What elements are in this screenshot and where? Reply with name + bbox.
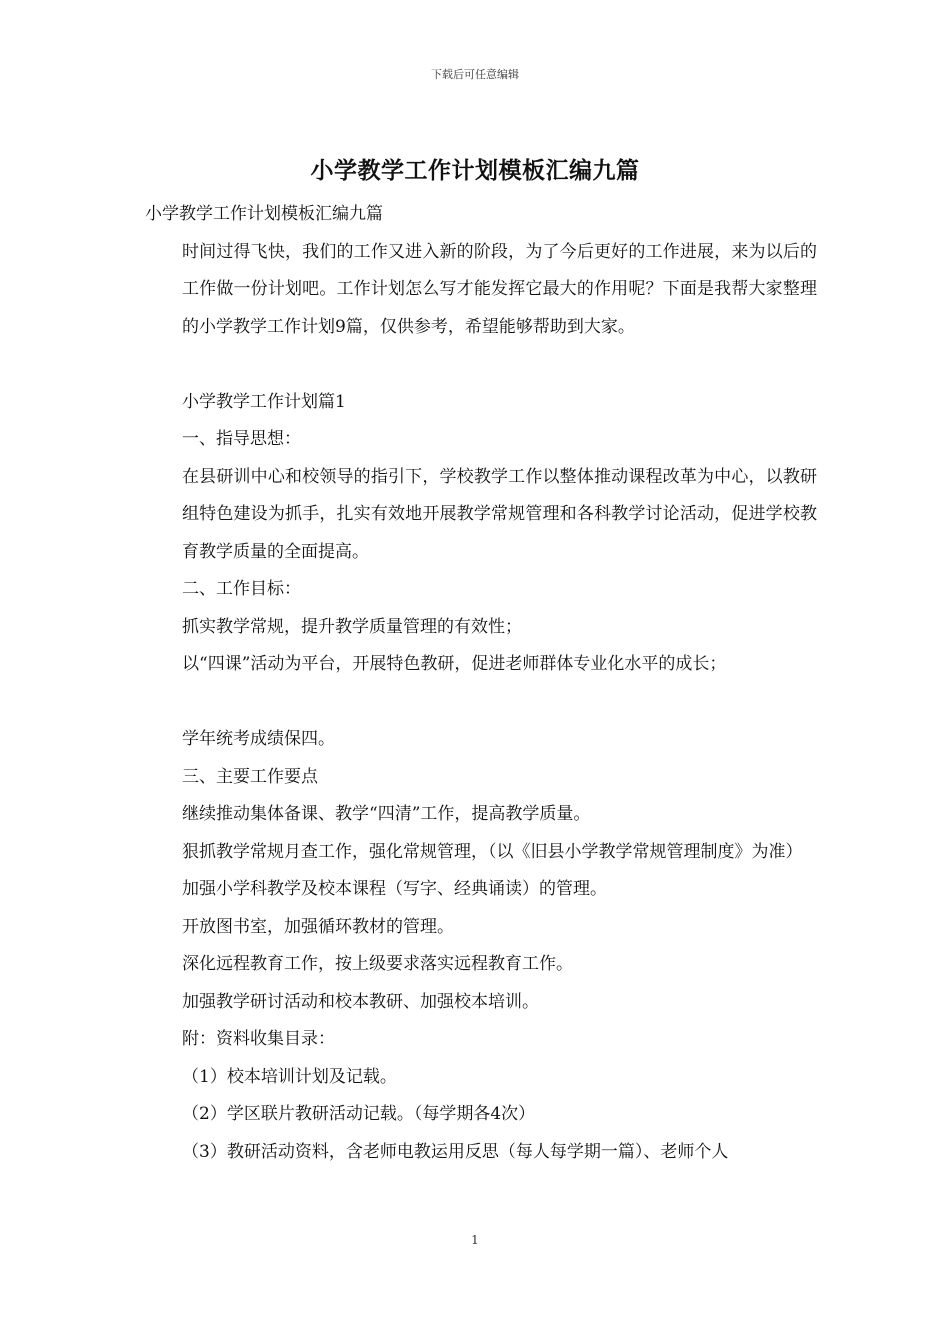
blank-line (145, 346, 817, 384)
point-item: 加强教学研讨活动和校本教研、加强校本培训。 (182, 991, 539, 1012)
appendix-item: （1）校本培训计划及记载。 (182, 1066, 397, 1087)
point-item: 加强小学科教学及校本课程（写字、经典诵读）的管理。 (182, 879, 607, 899)
part-heading-main-points: 三、主要工作要点 (182, 766, 318, 787)
appendix-heading: 附：资料收集目录： (182, 1029, 335, 1049)
section-heading: 小学教学工作计划篇1 (182, 391, 346, 412)
page-number: 1 (471, 1233, 479, 1247)
document-title: 小学教学工作计划模板汇编九篇 (310, 157, 640, 184)
part-heading-guiding-thought: 一、指导思想： (182, 429, 301, 449)
appendix-item: （2）学区联片教研活动记载。（每学期各4次） (182, 1104, 536, 1124)
document-body (145, 196, 817, 1171)
goal-item: 以“四课”活动为平台，开展特色教研，促进老师群体专业化水平的成长； (182, 654, 727, 674)
appendix-item: （3）教研活动资料，含老师电教运用反思（每人每学期一篇）、老师个人 (182, 1141, 729, 1162)
guiding-thought-paragraph: 在县研训中心和校领导的指引下，学校教学工作以整体推动课程改革为中心，以教研组特色建设为抓手，扎实有效地开展教学常规管理和各科教学讨论活动，促进学校教育教学质量的全面提高。 (182, 466, 817, 562)
point-item: 狠抓教学常规月查工作，强化常规管理，（以《旧县小学教学常规管理制度》为准） (182, 841, 803, 862)
header-note: 下载后可任意编辑 (431, 68, 519, 81)
goal-item: 学年统考成绩保四。 (182, 729, 335, 749)
intro-paragraph: 时间过得飞快，我们的工作又进入新的阶段，为了今后更好的工作进展，来为以后的工作做一份计划吧。工作计划怎么写才能发挥它最大的作用呢？下面是我帮大家整理的小学教学工作计划9篇，仅供参考，希望能够帮助到大家。 (182, 241, 817, 337)
point-item: 开放图书室，加强循环教材的管理。 (182, 916, 454, 937)
part-heading-work-goals: 二、工作目标： (182, 579, 301, 599)
point-item: 继续推动集体备课、教学“四清”工作，提高教学质量。 (182, 804, 591, 824)
point-item: 深化远程教育工作，按上级要求落实远程教育工作。 (182, 954, 573, 974)
blank-line (145, 684, 817, 722)
subtitle: 小学教学工作计划模板汇编九篇 (145, 204, 383, 224)
goal-item: 抓实教学常规，提升教学质量管理的有效性； (182, 616, 522, 637)
